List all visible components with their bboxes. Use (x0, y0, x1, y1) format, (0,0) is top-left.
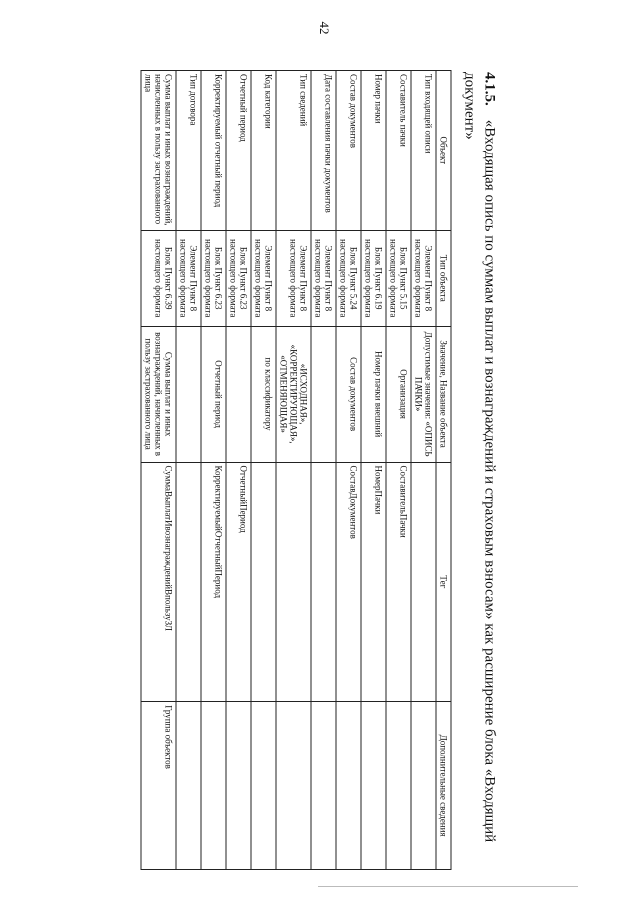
table-row (336, 71, 361, 870)
cell-object: Составитель пачки (386, 71, 411, 231)
cell-type: Блок Пункт 6.23 настоящего формата (201, 230, 226, 326)
cell-extra (176, 702, 201, 870)
cell-value: Номер пачки внешний (361, 326, 386, 462)
cell-extra: Группа объектов (141, 702, 176, 870)
table-row (141, 71, 176, 870)
cell-tag (311, 462, 336, 702)
cell-type: Блок Пункт 6.23 настоящего формата (226, 230, 251, 326)
cell-value: Сумма выплат и иных вознаграждений, начисленных в пользу застрахованного лица (141, 326, 176, 462)
table-row (276, 71, 311, 870)
cell-extra (201, 702, 226, 870)
cell-tag: НомерПачки (361, 462, 386, 702)
table-row (201, 71, 226, 870)
cell-value (311, 326, 336, 462)
header-value: Значение, Название объекта (436, 326, 451, 462)
cell-value (176, 326, 201, 462)
cell-tag: СоставДокументов (336, 462, 361, 702)
cell-type: Блок Пункт 5.15 настоящего формата (386, 230, 411, 326)
cell-value: «ИСХОДНАЯ», «КОРРЕКТИРУЮЩАЯ», «ОТМЕНЯЮЩАЯ» (276, 326, 311, 462)
table-header-row (436, 71, 451, 870)
section-number: 4.1.5. (481, 72, 498, 106)
cell-tag: СуммаВыплатИвознагражденийВпользуЗЛ (141, 462, 176, 702)
cell-object: Сумма выплат и иных вознаграждений, начисленных в пользу застрахованного лица (141, 71, 176, 231)
cell-tag: СоставительПачки (386, 462, 411, 702)
cell-extra (386, 702, 411, 870)
table-row (251, 71, 276, 870)
table-row (386, 71, 411, 870)
cell-tag (251, 462, 276, 702)
cell-type: Элемент Пункт 8 настоящего формата (276, 230, 311, 326)
cell-extra (361, 702, 386, 870)
section-heading (460, 72, 500, 870)
cell-tag (411, 462, 436, 702)
table-row (311, 71, 336, 870)
cell-object: Дата составления пачки документов (311, 71, 336, 231)
cell-object: Тип сведений (276, 71, 311, 231)
cell-type: Элемент Пункт 8 настоящего формата (311, 230, 336, 326)
table-row (176, 71, 201, 870)
cell-object: Корректируемый отчетный период (201, 71, 226, 231)
page-number: 42 (317, 21, 332, 35)
cell-tag (276, 462, 311, 702)
table-row (411, 71, 436, 870)
cell-value: Состав документов (336, 326, 361, 462)
cell-extra (411, 702, 436, 870)
cell-value: Организация (386, 326, 411, 462)
cell-type: Элемент Пункт 8 настоящего формата (411, 230, 436, 326)
cell-object: Тип входящей описи (411, 71, 436, 231)
cell-value: Допустимые значения: «ОПИСЬ ПАЧКИ» (411, 326, 436, 462)
cell-extra (311, 702, 336, 870)
cell-extra (251, 702, 276, 870)
table-row (226, 71, 251, 870)
header-object: Объект (436, 71, 451, 231)
cell-value: Отчетный период (201, 326, 226, 462)
cell-object: Состав документов (336, 71, 361, 231)
header-extra: Дополнительные сведения (436, 702, 451, 870)
table-row (361, 71, 386, 870)
cell-type: Блок Пункт 5.24 настоящего формата (336, 230, 361, 326)
cell-value (226, 326, 251, 462)
cell-object: Код категории (251, 71, 276, 231)
section-title: «Входящая опись по суммам выплат и вознаграждений и страховым взносам» как расширение блока «Входящий документ» (461, 72, 498, 843)
objects-table (141, 70, 452, 870)
cell-type: Элемент Пункт 8 настоящего формата (176, 230, 201, 326)
header-type: Тип объекта (436, 230, 451, 326)
header-tag: Тег (436, 462, 451, 702)
cell-object: Отчетный период (226, 71, 251, 231)
cell-object: Номер пачки (361, 71, 386, 231)
cell-type: Блок Пункт 6.19 настоящего формата (361, 230, 386, 326)
cell-object: Тип договора (176, 71, 201, 231)
cell-extra (336, 702, 361, 870)
scan-artifact-line (318, 886, 578, 887)
rotated-content (141, 70, 500, 870)
cell-tag: ОтчетныйПериод (226, 462, 251, 702)
cell-type: Блок Пункт 6.39 настоящего формата (141, 230, 176, 326)
cell-tag: КорректируемыйОтчетныйПериод (201, 462, 226, 702)
cell-extra (276, 702, 311, 870)
cell-value: по классификатору (251, 326, 276, 462)
cell-type: Элемент Пункт 8 настоящего формата (251, 230, 276, 326)
cell-extra (226, 702, 251, 870)
cell-tag (176, 462, 201, 702)
